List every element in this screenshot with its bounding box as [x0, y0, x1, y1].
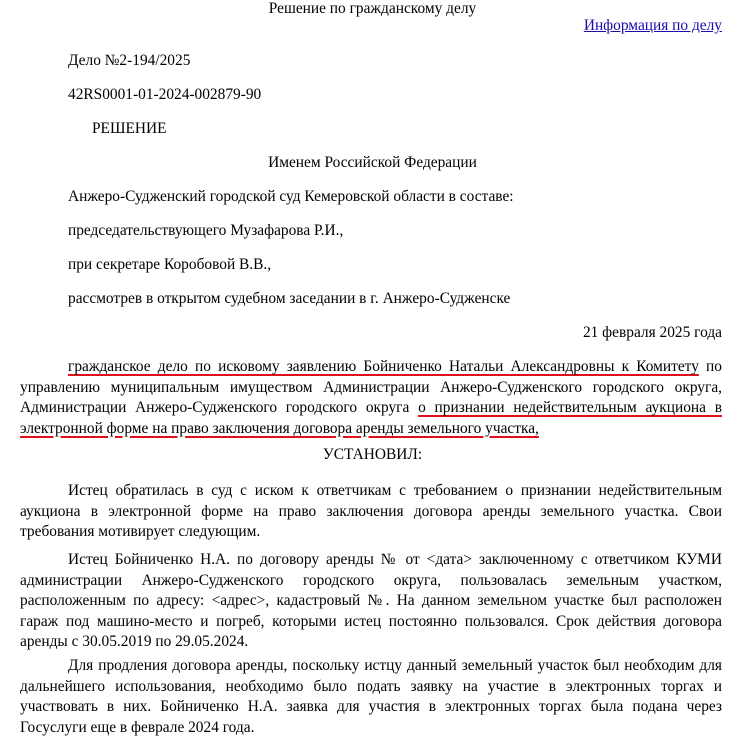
case-info-link[interactable]: Информация по делу	[583, 17, 722, 34]
body-paragraph: Истец Бойниченко Н.А. по договору аренды № от <дата> заключенному с ответчиком КУМИ администрации Анжеро-Судженского городского округа, пользовалась земельным участком, расположенным по адресу: <адрес>, кадастровый №. На данном земельном участке был расположен гараж под машино-место и погреб, которыми истец постоянно пользовался. Срок действия договора аренды с 30.05.2019 по 29.05.2024.	[20, 551, 722, 650]
secretary-line: при секретаре Коробовой В.В.,	[68, 256, 272, 273]
decision-date: 21 февраля 2025 года	[582, 324, 722, 341]
considered-line: рассмотрев в открытом судебном заседании в г. Анжеро-Судженске	[68, 290, 511, 307]
body-paragraph: Истец обратилась в суд с иском к ответчикам с требованием о признании недействительным аукциона в электронной форме на право заключения договора аренды земельного участка. Свои требования мотивирует следующим.	[20, 482, 722, 540]
annotation-underline-subject: о признании недействительным аукциона в электронной форме на право заключения договора аренды земельного участка,	[20, 399, 722, 437]
intro-paragraph	[20, 357, 722, 439]
established-heading: УСТАНОВИЛ:	[322, 446, 423, 463]
body-paragraph: Для продления договора аренды, поскольку истцу данный земельный участок был необходим для дальнейшего использования, необходимо было подать заявку на участие в электронных торгах и участвовать в них. Бойниченко Н.А. заявка для участия в электронных торгах была подана через Госуслуги еще в феврале 2024 года.	[20, 657, 722, 736]
decision-heading: РЕШЕНИЕ	[92, 120, 167, 137]
intro-text: по управлению муниципальным имуществом Администрации Анжеро-Судженского городского округа, Администрации Анжеро-Судженского городского округа	[20, 358, 722, 416]
annotation-underline-claimant: гражданское дело по исковому заявлению Бойниченко Натальи Александровны к Комитету	[68, 358, 699, 375]
court-line: Анжеро-Судженский городской суд Кемеровской области в составе:	[68, 188, 514, 205]
presiding-judge-line: председательствующего Музафарова Р.И.,	[68, 222, 344, 239]
in-name-of-line: Именем Российской Федерации	[268, 154, 477, 171]
case-id: 42RS0001-01-2024-002879-90	[68, 86, 262, 103]
case-number: Дело №2-194/2025	[68, 52, 191, 69]
page-title: Решение по гражданскому делу	[268, 0, 477, 17]
